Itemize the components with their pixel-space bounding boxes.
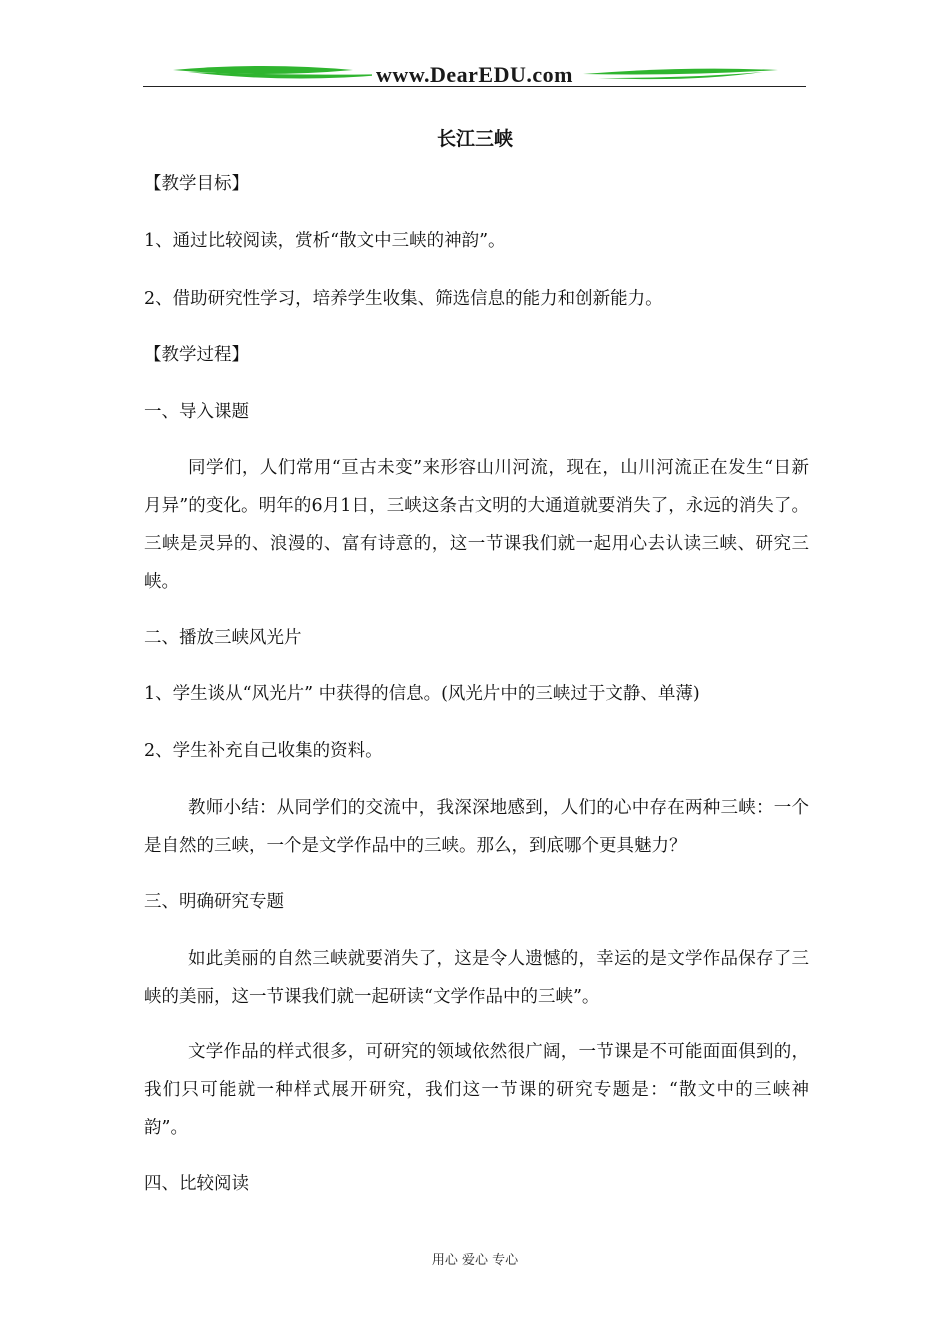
document-title: 长江三峡 <box>436 128 513 150</box>
step-heading-2: 二、播放三峡风光片 <box>144 628 302 648</box>
process-heading: 【教学过程】 <box>144 345 249 365</box>
goal-item-1: 1、通过比较阅读，赏析“散文中三峡的神韵”。 <box>144 231 506 251</box>
topic-paragraph-1: 如此美丽的自然三峡就要消失了，这是令人遗憾的，幸运的是文学作品保存了三峡的美丽，这一节课我们就一起研读“文学作品中的三峡”。 <box>144 949 809 1007</box>
step-heading-1: 一、导入课题 <box>144 402 249 422</box>
step-2-item-2: 2、学生补充自己收集的资料。 <box>144 741 383 761</box>
goals-heading: 【教学目标】 <box>144 174 249 194</box>
intro-paragraph: 同学们，人们常用“亘古未变”来形容山川河流，现在，山川河流正在发生“日新月异”的变化。明年的6月1日，三峡这条古文明的大通道就要消失了，永远的消失了。三峡是灵异的、浪漫的、富有诗意的，这一节课我们就一起用心去认读三峡、研究三峡。 <box>144 458 809 592</box>
site-name-logo: www.DearEDU.com <box>143 62 806 88</box>
step-heading-4: 四、比较阅读 <box>144 1174 249 1194</box>
goal-item-2: 2、借助研究性学习，培养学生收集、筛选信息的能力和创新能力。 <box>144 289 663 309</box>
topic-paragraph-2: 文学作品的样式很多，可研究的领域依然很广阔，一节课是不可能面面俱到的，我们只可能就一种样式展开研究，我们这一节课的研究专题是：“散文中的三峡神韵”。 <box>144 1042 809 1138</box>
header-divider <box>143 86 806 87</box>
step-heading-3: 三、明确研究专题 <box>144 892 284 912</box>
page-footer: 用心 爱心 专心 <box>431 1253 519 1268</box>
summary-paragraph: 教师小结：从同学们的交流中，我深深地感到，人们的心中存在两种三峡：一个是自然的三峡，一个是文学作品中的三峡。那么，到底哪个更具魅力？ <box>144 798 809 856</box>
step-2-item-1: 1、学生谈从“风光片” 中获得的信息。(风光片中的三峡过于文静、单薄) <box>144 684 700 704</box>
